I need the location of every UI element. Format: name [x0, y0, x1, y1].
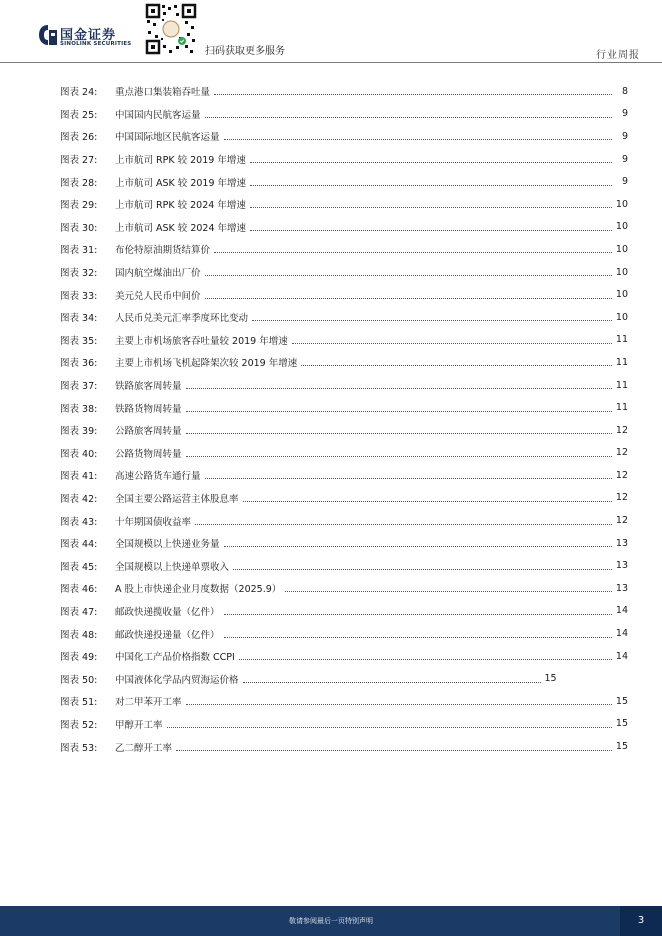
figure-title: 美元兑人民币中间价	[115, 290, 201, 302]
figure-list-entry[interactable]	[60, 735, 628, 758]
figure-list-entry[interactable]	[60, 329, 628, 352]
figure-title: 全国主要公路运营主体股息率	[115, 493, 239, 505]
figure-number: 图表 48:	[60, 629, 98, 641]
figure-number: 图表 53:	[60, 742, 98, 754]
figure-list-entry[interactable]	[60, 442, 628, 465]
figure-page-number: 10	[615, 311, 628, 323]
figure-title: 全国规模以上快递业务量	[115, 539, 220, 551]
figure-number: 图表 36:	[60, 358, 98, 370]
disclaimer-text: 敬请参阅最后一页特别声明	[289, 917, 373, 925]
figure-page-number: 8	[621, 85, 628, 97]
figure-list-entry[interactable]	[60, 170, 628, 193]
figure-list-entry[interactable]	[60, 419, 628, 442]
figure-page-number: 10	[615, 198, 628, 210]
dot-leader	[250, 184, 612, 186]
figure-list-entry[interactable]	[60, 690, 628, 713]
figure-page-number: 13	[615, 560, 628, 572]
figure-list-entry[interactable]	[60, 577, 628, 600]
figure-title: 中国化工产品价格指数 CCPI	[115, 652, 235, 664]
dot-leader	[186, 410, 612, 412]
figure-list-entry[interactable]	[60, 351, 628, 374]
figure-number: 图表 31:	[60, 245, 98, 257]
dot-leader	[195, 523, 612, 525]
figure-number: 图表 47:	[60, 606, 98, 618]
figure-number: 图表 46:	[60, 584, 98, 596]
figure-list-entry[interactable]	[60, 509, 628, 532]
figure-page-number: 12	[615, 492, 628, 504]
figure-page-number: 11	[615, 379, 628, 391]
dot-leader	[243, 681, 541, 683]
figure-list-entry[interactable]	[60, 600, 628, 623]
figure-list-entry[interactable]	[60, 622, 628, 645]
dot-leader	[301, 364, 612, 366]
dot-leader	[224, 636, 612, 638]
figure-list-entry[interactable]	[60, 645, 628, 668]
figure-page-number: 9	[621, 108, 628, 120]
figure-list-entry[interactable]	[60, 713, 628, 736]
figure-title: 重点港口集装箱吞吐量	[115, 87, 211, 99]
figure-page-number: 14	[615, 628, 628, 640]
figure-title: 主要上市机场旅客吞吐量较 2019 年增速	[115, 335, 288, 347]
figure-number: 图表 35:	[60, 335, 98, 347]
dot-leader	[186, 387, 612, 389]
dot-leader	[250, 161, 612, 163]
figure-page-number: 10	[615, 266, 628, 278]
figure-title: 乙二醇开工率	[115, 742, 173, 754]
page-footer	[0, 906, 662, 936]
dot-leader	[167, 726, 612, 728]
figure-title: 上市航司 ASK 较 2019 年增速	[115, 177, 247, 189]
figure-page-number: 9	[621, 130, 628, 142]
figure-number: 图表 44:	[60, 539, 98, 551]
dot-leader	[205, 116, 612, 118]
dot-leader	[285, 590, 612, 592]
dot-leader	[205, 297, 612, 299]
figure-page-number: 15	[615, 718, 628, 730]
figure-number: 图表 25:	[60, 109, 98, 121]
figure-list-entry[interactable]	[60, 103, 628, 126]
figure-number: 图表 45:	[60, 561, 98, 573]
dot-leader	[243, 500, 612, 502]
figure-list-entry[interactable]	[60, 148, 628, 171]
sinolink-logo-icon	[38, 24, 58, 46]
figure-list-entry[interactable]	[60, 532, 628, 555]
dot-leader	[214, 93, 612, 95]
figure-number: 图表 52:	[60, 719, 98, 731]
figure-page-number: 11	[615, 334, 628, 346]
figure-page-number: 14	[615, 650, 628, 662]
figure-number: 图表 37:	[60, 381, 98, 393]
figure-page-number: 14	[615, 605, 628, 617]
figure-number: 图表 49:	[60, 652, 98, 664]
figure-list-entry[interactable]	[60, 667, 628, 690]
figure-title: 十年期国债收益率	[115, 516, 192, 528]
figure-list-entry[interactable]	[60, 306, 628, 329]
figure-page-number: 10	[615, 289, 628, 301]
dot-leader	[239, 658, 612, 660]
page-number: 3	[620, 906, 662, 936]
figure-number: 图表 39:	[60, 426, 98, 438]
figure-page-number: 15	[615, 695, 628, 707]
figure-title: 主要上市机场飞机起降架次较 2019 年增速	[115, 358, 298, 370]
figure-title: 中国液体化学品内贸海运价格	[115, 674, 239, 686]
figure-title: 上市航司 RPK 较 2019 年增速	[115, 155, 246, 167]
figure-title: 人民币兑美元汇率季度环比变动	[115, 313, 249, 325]
figure-number: 图表 50:	[60, 674, 98, 686]
figure-list-entry[interactable]	[60, 464, 628, 487]
figure-list-entry[interactable]	[60, 261, 628, 284]
dot-leader	[186, 432, 612, 434]
figure-number: 图表 32:	[60, 268, 98, 280]
figure-title: 公路货物周转量	[115, 448, 182, 460]
figure-list-entry[interactable]	[60, 487, 628, 510]
dot-leader	[233, 568, 612, 570]
scan-for-services-text: 扫码获取更多服务	[205, 46, 285, 57]
figure-list-entry[interactable]	[60, 238, 628, 261]
figure-title: 中国国际地区民航客运量	[115, 132, 220, 144]
figure-page-number: 11	[615, 356, 628, 368]
figure-title: 国内航空煤油出厂价	[115, 268, 201, 280]
figure-title: 邮政快递投递量（亿件）	[115, 629, 220, 641]
dot-leader	[224, 545, 612, 547]
header-divider	[0, 62, 662, 63]
dot-leader	[292, 342, 612, 344]
dot-leader	[224, 613, 612, 615]
document-type-label: 行业周报	[596, 50, 640, 61]
figure-list-entry[interactable]	[60, 216, 628, 239]
figure-title: 对二甲苯开工率	[115, 697, 182, 709]
figure-title: 铁路旅客周转量	[115, 381, 182, 393]
figure-list-entry[interactable]	[60, 125, 628, 148]
figure-title: 上市航司 ASK 较 2024 年增速	[115, 222, 247, 234]
dot-leader	[224, 138, 612, 140]
figure-page-number: 13	[615, 582, 628, 594]
figure-title: 高速公路货车通行量	[115, 471, 201, 483]
figure-list-entry[interactable]	[60, 396, 628, 419]
dot-leader	[186, 455, 612, 457]
figure-number: 图表 26:	[60, 132, 98, 144]
figure-title: 邮政快递揽收量（亿件）	[115, 606, 220, 618]
figure-title: 上市航司 RPK 较 2024 年增速	[115, 200, 246, 212]
dot-leader	[205, 477, 612, 479]
figure-number: 图表 38:	[60, 403, 98, 415]
figure-number: 图表 40:	[60, 448, 98, 460]
figure-page-number: 15	[544, 673, 557, 685]
figure-number: 图表 28:	[60, 177, 98, 189]
figure-title: A 股上市快递企业月度数据（2025.9）	[115, 584, 282, 596]
figure-number: 图表 29:	[60, 200, 98, 212]
figure-page-number: 12	[615, 424, 628, 436]
dot-leader	[186, 703, 612, 705]
figure-number: 图表 43:	[60, 516, 98, 528]
figure-page-number: 10	[615, 243, 628, 255]
figure-page-number: 10	[615, 221, 628, 233]
figure-page-number: 13	[615, 537, 628, 549]
dot-leader	[252, 319, 612, 321]
dot-leader	[205, 274, 612, 276]
figure-list-entry[interactable]	[60, 374, 628, 397]
figure-page-number: 9	[621, 176, 628, 188]
figure-page-number: 12	[615, 447, 628, 459]
figure-number: 图表 33:	[60, 290, 98, 302]
figure-list-entry[interactable]	[60, 283, 628, 306]
figure-title: 公路旅客周转量	[115, 426, 182, 438]
dot-leader	[250, 206, 612, 208]
dot-leader	[214, 251, 612, 253]
figure-title: 铁路货物周转量	[115, 403, 182, 415]
figure-list	[60, 80, 628, 758]
logo-chinese-name: 国金证券	[60, 28, 117, 43]
figure-list-entry[interactable]	[60, 193, 628, 216]
figure-page-number: 9	[621, 153, 628, 165]
dot-leader	[250, 229, 612, 231]
figure-page-number: 12	[615, 469, 628, 481]
figure-number: 图表 24:	[60, 87, 98, 99]
figure-title: 布伦特原油期货结算价	[115, 245, 211, 257]
figure-title: 全国规模以上快递单票收入	[115, 561, 230, 573]
figure-number: 图表 27:	[60, 155, 98, 167]
figure-number: 图表 42:	[60, 493, 98, 505]
logo-english-name: SINOLINK SECURITIES	[60, 41, 132, 47]
figure-number: 图表 34:	[60, 313, 98, 325]
dot-leader	[176, 749, 612, 751]
figure-page-number: 15	[615, 741, 628, 753]
figure-page-number: 12	[615, 515, 628, 527]
figure-list-entry[interactable]	[60, 80, 628, 103]
qr-code-icon	[145, 3, 197, 55]
figure-number: 图表 30:	[60, 222, 98, 234]
figure-number: 图表 41:	[60, 471, 98, 483]
page-header	[0, 0, 662, 64]
figure-number: 图表 51:	[60, 697, 98, 709]
figure-page-number: 11	[615, 402, 628, 414]
figure-title: 甲醇开工率	[115, 719, 163, 731]
figure-list-entry[interactable]	[60, 554, 628, 577]
figure-title: 中国国内民航客运量	[115, 109, 201, 121]
